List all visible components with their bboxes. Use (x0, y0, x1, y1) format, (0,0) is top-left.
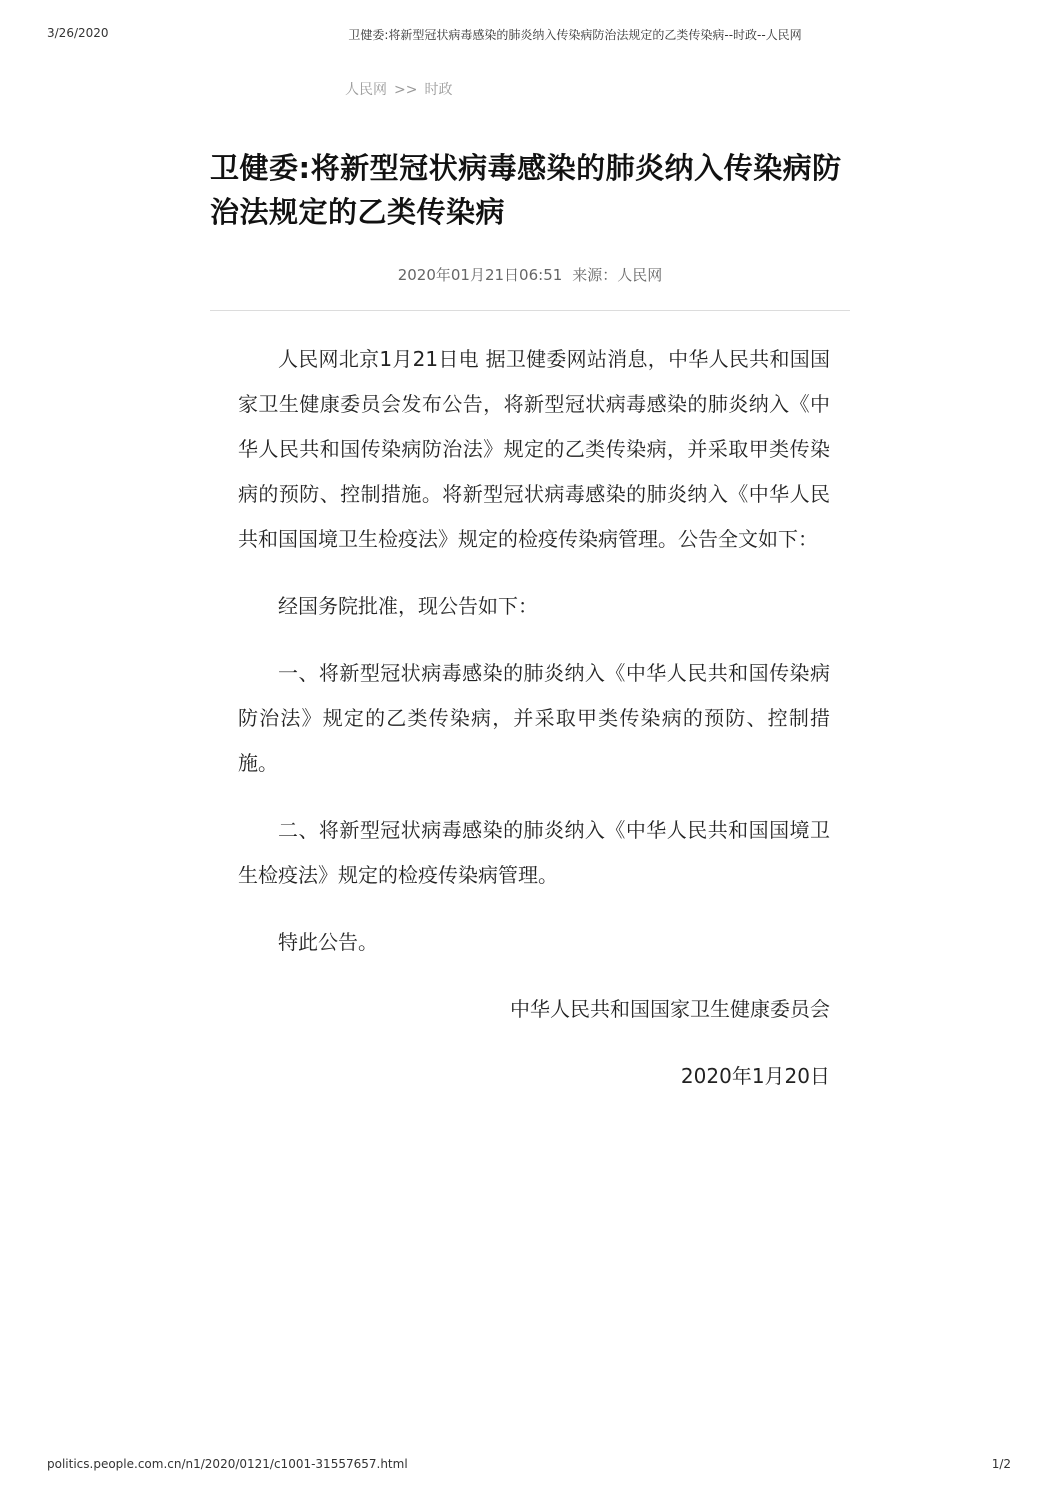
print-header-date: 3/26/2020 (47, 26, 109, 40)
article-source: 来源：人民网 (572, 266, 663, 284)
article-signature-date: 2020年1月20日 (680, 1064, 830, 1088)
print-footer-url: politics.people.com.cn/n1/2020/0121/c1001-31557657.html (47, 1457, 408, 1471)
print-footer-page-number: 1/2 (991, 1457, 1011, 1471)
article-body (238, 337, 830, 1121)
breadcrumb (345, 79, 452, 99)
breadcrumb-separator: >> (394, 82, 418, 98)
print-header-title: 卫健委:将新型冠状病毒感染的肺炎纳入传染病防治法规定的乙类传染病--时政--人民网 (348, 28, 802, 42)
article-signature: 中华人民共和国国家卫生健康委员会 (510, 997, 830, 1021)
article-title: 卫健委:将新型冠状病毒感染的肺炎纳入传染病防治法规定的乙类传染病 (210, 151, 842, 229)
article-paragraph: 二、将新型冠状病毒感染的肺炎纳入《中华人民共和国国境卫生检疫法》规定的检疫传染病管理。 (238, 818, 830, 887)
breadcrumb-home-link[interactable]: 人民网 (345, 82, 387, 98)
article-paragraph: 经国务院批准，现公告如下： (278, 594, 538, 618)
breadcrumb-section-link[interactable]: 时政 (424, 82, 453, 98)
article-paragraph: 人民网北京1月21日电 据卫健委网站消息，中华人民共和国国家卫生健康委员会发布公告，将新型冠状病毒感染的肺炎纳入《中华人民共和国传染病防治法》规定的乙类传染病，并采取甲类传染病的预防、控制措施。将新型冠状病毒感染的肺炎纳入《中华人民共和国国境卫生检疫法》规定的检疫传染病管理。公告全文如下： (238, 347, 830, 551)
article-meta (210, 264, 850, 285)
article-paragraph: 特此公告。 (278, 930, 378, 954)
article-paragraph: 一、将新型冠状病毒感染的肺炎纳入《中华人民共和国传染病防治法》规定的乙类传染病，并采取甲类传染病的预防、控制措施。 (238, 661, 830, 775)
article-datetime: 2020年01月21日06:51 (397, 266, 563, 284)
title-divider (210, 310, 850, 311)
